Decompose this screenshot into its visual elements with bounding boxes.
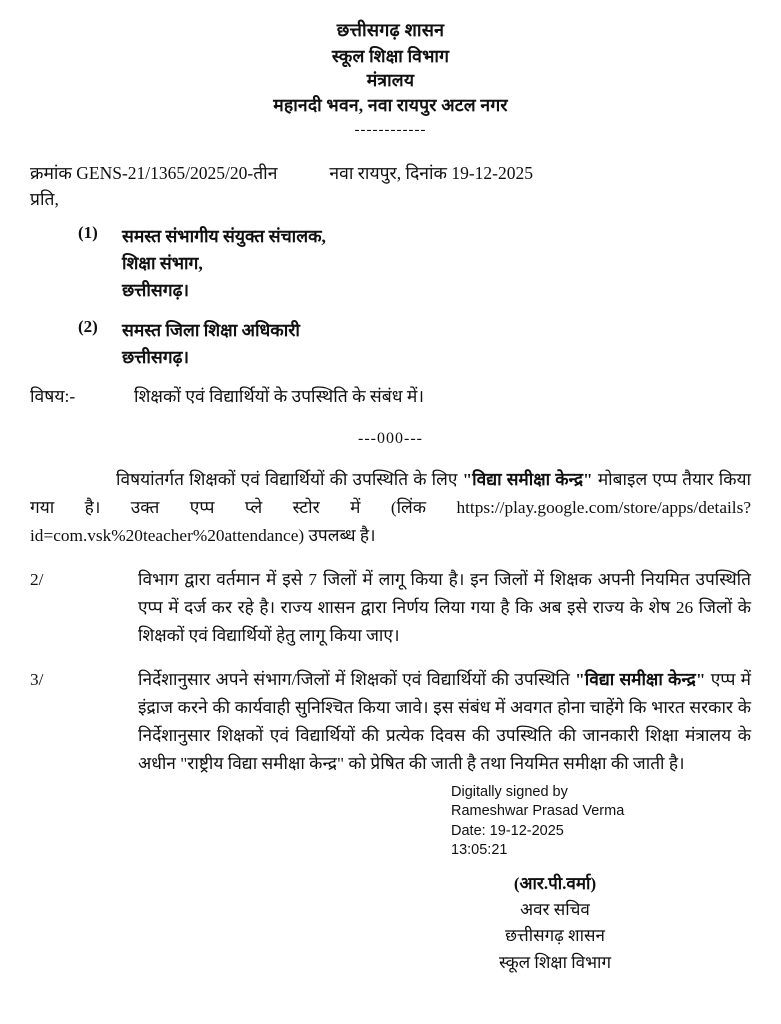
signatory-name: (आर.पी.वर्मा): [513, 873, 597, 893]
addressee-line: समस्त संभागीय संयुक्त संचालक,: [122, 226, 326, 247]
paragraph-1: [30, 466, 751, 550]
paragraph-2-number: 2/: [30, 570, 44, 590]
para3-bold-app-name: "विद्या समीक्षा केन्द्र": [575, 670, 706, 690]
paragraph-2-text: विभाग द्वारा वर्तमान में इसे 7 जिलों में लागू किया है। इन जिलों में शिक्षक अपनी नियमित उपस्थिति एप्प में दर्ज कर रहे है। राज्य शासन द्वारा निर्णय लिया गया है कि अब इसे राज्य के शेष 26 जिलों के शिक्षकों एवं विद्यार्थियों हेतु लागू किया जाए।: [138, 570, 751, 646]
signatory-department: स्कूल शिक्षा विभाग: [498, 952, 612, 972]
paragraph-3: [30, 666, 751, 778]
signatory-govt: छत्तीसगढ़ शासन: [505, 926, 605, 946]
place-and-date: नवा रायपुर, दिनांक 19-12-2025: [329, 163, 533, 184]
signatory-designation: अवर सचिव: [520, 900, 590, 920]
addressee-number: (1): [78, 223, 98, 243]
list-item: [30, 223, 751, 303]
para3-part1: निर्देशानुसार अपने संभाग/जिलों में शिक्षकों एवं विद्यार्थियों की उपस्थिति: [138, 670, 576, 690]
addressee-line: छत्तीसगढ़।: [122, 279, 190, 300]
addressee-list: [30, 223, 751, 370]
list-item: [30, 317, 751, 370]
addressee-line: छत्तीसगढ़।: [122, 346, 190, 367]
addressee-body: [88, 317, 300, 370]
digisig-time: 13:05:21: [451, 842, 508, 859]
subject-text: शिक्षकों एवं विद्यार्थियों के उपस्थिति के संबंध में।: [134, 386, 424, 407]
addressee-body: [88, 223, 326, 303]
signature-block: [395, 871, 715, 976]
digisig-line-1: Digitally signed by: [451, 783, 568, 800]
para1-bold-app-name: "विद्या समीक्षा केन्द्र": [462, 470, 593, 490]
salutation: प्रति,: [30, 189, 59, 210]
addressee-line: समस्त जिला शिक्षा अधिकारी: [122, 320, 300, 341]
subject-row: [30, 384, 751, 408]
paragraph-3-number: 3/: [30, 670, 44, 690]
reference-number: क्रमांक GENS-21/1365/2025/20-तीन: [30, 163, 278, 184]
body-separator: ---000---: [358, 430, 423, 448]
reference-row: [30, 161, 751, 185]
paragraph-3-text: [138, 666, 751, 778]
digital-signature-text: [451, 783, 751, 861]
paragraph-2: [30, 566, 751, 650]
header-divider: ------------: [354, 122, 427, 139]
addressee-number: (2): [78, 317, 98, 337]
para1-part3: उपलब्ध है।: [304, 526, 376, 546]
para3-part2: एप्प में इंद्राज करने की कार्यवाही सुनिश्चित किया जावे। इस संबंध में अवगत होना चाहेंगे कि भारत सरकार के निर्देशानुसार शिक्षकों एवं विद्यार्थियों की प्रत्येक दिवस की उपस्थिति की जानकारी शिक्षा मंत्रालय के अधीन "राष्ट्रीय विद्या समीक्षा केन्द्र" को प्रेषित की जाती है तथा नियमित समीक्षा की जाती है।: [138, 670, 751, 774]
office-address: महानदी भवन, नवा रायपुर अटल नगर: [273, 95, 508, 116]
para1-part1: विषयांतर्गत शिक्षकों एवं विद्यार्थियों की उपस्थिति के लिए: [116, 470, 463, 490]
play-store-link: https://play.google.com/store/apps/details?id=com.vsk%20teacher%20attendance): [30, 498, 751, 546]
department-name: स्कूल शिक्षा विभाग: [331, 45, 450, 66]
govt-name: छत्तीसगढ़ शासन: [336, 20, 445, 40]
addressee-line: शिक्षा संभाग,: [122, 252, 203, 273]
digital-signature-block: [30, 783, 751, 861]
digisig-date: Date: 19-12-2025: [451, 822, 564, 839]
letterhead: [30, 18, 751, 141]
subject-label: विषय:-: [30, 386, 76, 407]
digisig-signer-name: Rameshwar Prasad Verma: [451, 803, 625, 820]
para1-part2: मोबाइल एप्प तैयार किया गया है। उक्त एप्प प्ले स्टोर में (लिंक: [30, 470, 752, 518]
ministry-name: मंत्रालय: [366, 70, 415, 91]
